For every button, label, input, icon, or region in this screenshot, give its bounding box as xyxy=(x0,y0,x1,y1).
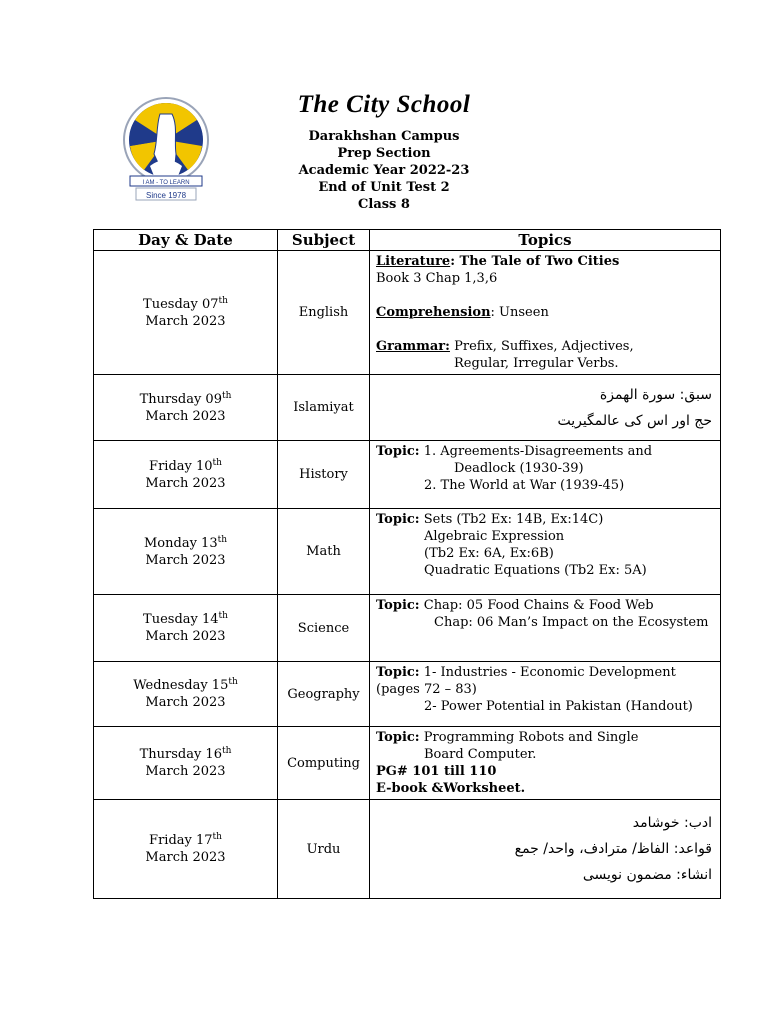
test-name: End of Unit Test 2 xyxy=(318,180,450,195)
month-label: March 2023 xyxy=(145,552,226,568)
literature-label: Literature xyxy=(376,254,451,269)
school-logo xyxy=(120,96,212,204)
table-row xyxy=(94,251,721,375)
table-row xyxy=(94,595,721,662)
topic-line: Quadratic Equations (Tb2 Ex: 5A) xyxy=(424,563,647,578)
logo-motto: I AM - TO LEARN xyxy=(142,180,190,186)
column-header-topics: Topics xyxy=(370,230,721,251)
topic-label: Topic: xyxy=(376,665,420,680)
subject-cell: English xyxy=(278,251,370,375)
month-label: March 2023 xyxy=(145,695,226,710)
column-header-subject: Subject xyxy=(278,230,370,251)
topic-line: Sets (Tb2 Ex: 14B, Ex:14C) xyxy=(419,512,604,527)
table-row xyxy=(94,509,721,595)
academic-year: Academic Year 2022-23 xyxy=(298,163,470,178)
subject-cell: Science xyxy=(278,595,370,662)
day-date-cell xyxy=(94,509,278,595)
day-label: Thursday 16 xyxy=(139,747,222,762)
topic-line: Chap: 05 Food Chains & Food Web xyxy=(419,598,654,613)
topics-cell xyxy=(370,800,721,899)
day-label: Friday 10 xyxy=(149,458,213,474)
month-label: March 2023 xyxy=(145,629,226,644)
subject-cell: Geography xyxy=(278,662,370,727)
topic-line: 2- Power Potential in Pakistan (Handout) xyxy=(424,699,693,714)
urdu-topic-line: ادب: خوشامد xyxy=(632,815,712,831)
topics-cell xyxy=(370,727,721,800)
month-label: March 2023 xyxy=(145,313,226,329)
comprehension-text: : Unseen xyxy=(490,305,549,320)
day-label: Friday 17 xyxy=(149,833,213,848)
class-name: Class 8 xyxy=(358,197,410,212)
table-row xyxy=(94,727,721,800)
table-header-row xyxy=(94,230,721,251)
topic-label: Topic: xyxy=(376,512,420,527)
month-label: March 2023 xyxy=(145,475,226,491)
day-label: Tuesday 07 xyxy=(143,296,219,312)
urdu-topic-line: حج اور اس کی عالمگیریت xyxy=(557,412,712,429)
campus-name: Darakhshan Campus xyxy=(308,129,460,144)
day-date-cell xyxy=(94,800,278,899)
day-date-cell xyxy=(94,251,278,375)
table-row xyxy=(94,800,721,899)
grammar-label: Grammar: xyxy=(376,339,450,354)
day-label: Thursday 09 xyxy=(139,391,222,407)
logo-since: Since 1978 xyxy=(145,191,187,200)
month-label: March 2023 xyxy=(145,764,226,779)
month-label: March 2023 xyxy=(145,850,226,865)
subject-cell: Islamiyat xyxy=(278,375,370,441)
table-row xyxy=(94,375,721,441)
day-date-cell xyxy=(94,595,278,662)
day-label: Wednesday 15 xyxy=(133,678,229,693)
subject-cell: History xyxy=(278,441,370,509)
topic-label: Topic: xyxy=(376,444,420,459)
topic-line: (pages 72 – 83) xyxy=(376,682,477,697)
document-header xyxy=(200,88,568,213)
day-suffix: th xyxy=(218,295,228,306)
topics-cell xyxy=(370,375,721,441)
day-suffix: th xyxy=(212,832,222,842)
grammar-text-2: Regular, Irregular Verbs. xyxy=(454,356,619,371)
grammar-text: Prefix, Suffixes, Adjectives, xyxy=(449,339,634,354)
day-date-cell xyxy=(94,727,278,800)
urdu-topic-line: قواعد: الفاظ/ مترادف، واحد/ جمع xyxy=(514,841,712,857)
day-suffix: th xyxy=(221,746,232,756)
topic-line: 1- Industries - Economic Development xyxy=(419,665,676,680)
topic-line: E-book &Worksheet. xyxy=(376,781,526,796)
topic-line: Programming Robots and Single xyxy=(419,730,639,745)
day-suffix: th xyxy=(228,677,238,687)
subject-cell: Computing xyxy=(278,727,370,800)
school-crest-icon xyxy=(120,96,212,204)
day-date-cell xyxy=(94,441,278,509)
urdu-topic-line: سبق: سورة الهمزة xyxy=(599,386,712,403)
topics-cell xyxy=(370,595,721,662)
column-header-day: Day & Date xyxy=(94,230,278,251)
topic-line: PG# 101 till 110 xyxy=(376,764,497,779)
subject-cell: Urdu xyxy=(278,800,370,899)
table-row xyxy=(94,441,721,509)
comprehension-label: Comprehension xyxy=(376,305,491,320)
day-suffix: th xyxy=(221,390,232,401)
day-date-cell xyxy=(94,662,278,727)
topics-cell xyxy=(370,441,721,509)
topics-cell xyxy=(370,509,721,595)
book-chapters: Book 3 Chap 1,3,6 xyxy=(376,271,498,286)
urdu-topic-line: انشاء: مضمون نویسی xyxy=(582,867,712,883)
exam-schedule-table xyxy=(93,229,721,899)
table-row xyxy=(94,662,721,727)
subject-cell: Math xyxy=(278,509,370,595)
day-date-cell xyxy=(94,375,278,441)
day-suffix: th xyxy=(218,611,228,621)
topic-line: 1. Agreements-Disagreements and xyxy=(419,444,653,459)
topic-line: Algebraic Expression xyxy=(424,529,565,544)
day-suffix: th xyxy=(212,457,222,468)
topics-cell xyxy=(370,662,721,727)
topic-line: Chap: 06 Man’s Impact on the Ecosystem xyxy=(434,615,709,630)
day-label: Monday 13 xyxy=(143,535,218,551)
section-name: Prep Section xyxy=(337,146,431,161)
day-suffix: th xyxy=(217,534,228,545)
literature-text: : The Tale of Two Cities xyxy=(450,254,620,269)
topic-line: 2. The World at War (1939-45) xyxy=(424,478,625,493)
school-name: The City School xyxy=(297,91,471,118)
topic-line: Board Computer. xyxy=(424,747,537,762)
month-label: March 2023 xyxy=(145,408,226,424)
topics-cell xyxy=(370,251,721,375)
topic-label: Topic: xyxy=(376,598,420,613)
day-label: Tuesday 14 xyxy=(143,612,219,627)
topic-line: Deadlock (1930-39) xyxy=(454,461,584,476)
topic-label: Topic: xyxy=(376,730,420,745)
topic-line: (Tb2 Ex: 6A, Ex:6B) xyxy=(424,546,554,561)
